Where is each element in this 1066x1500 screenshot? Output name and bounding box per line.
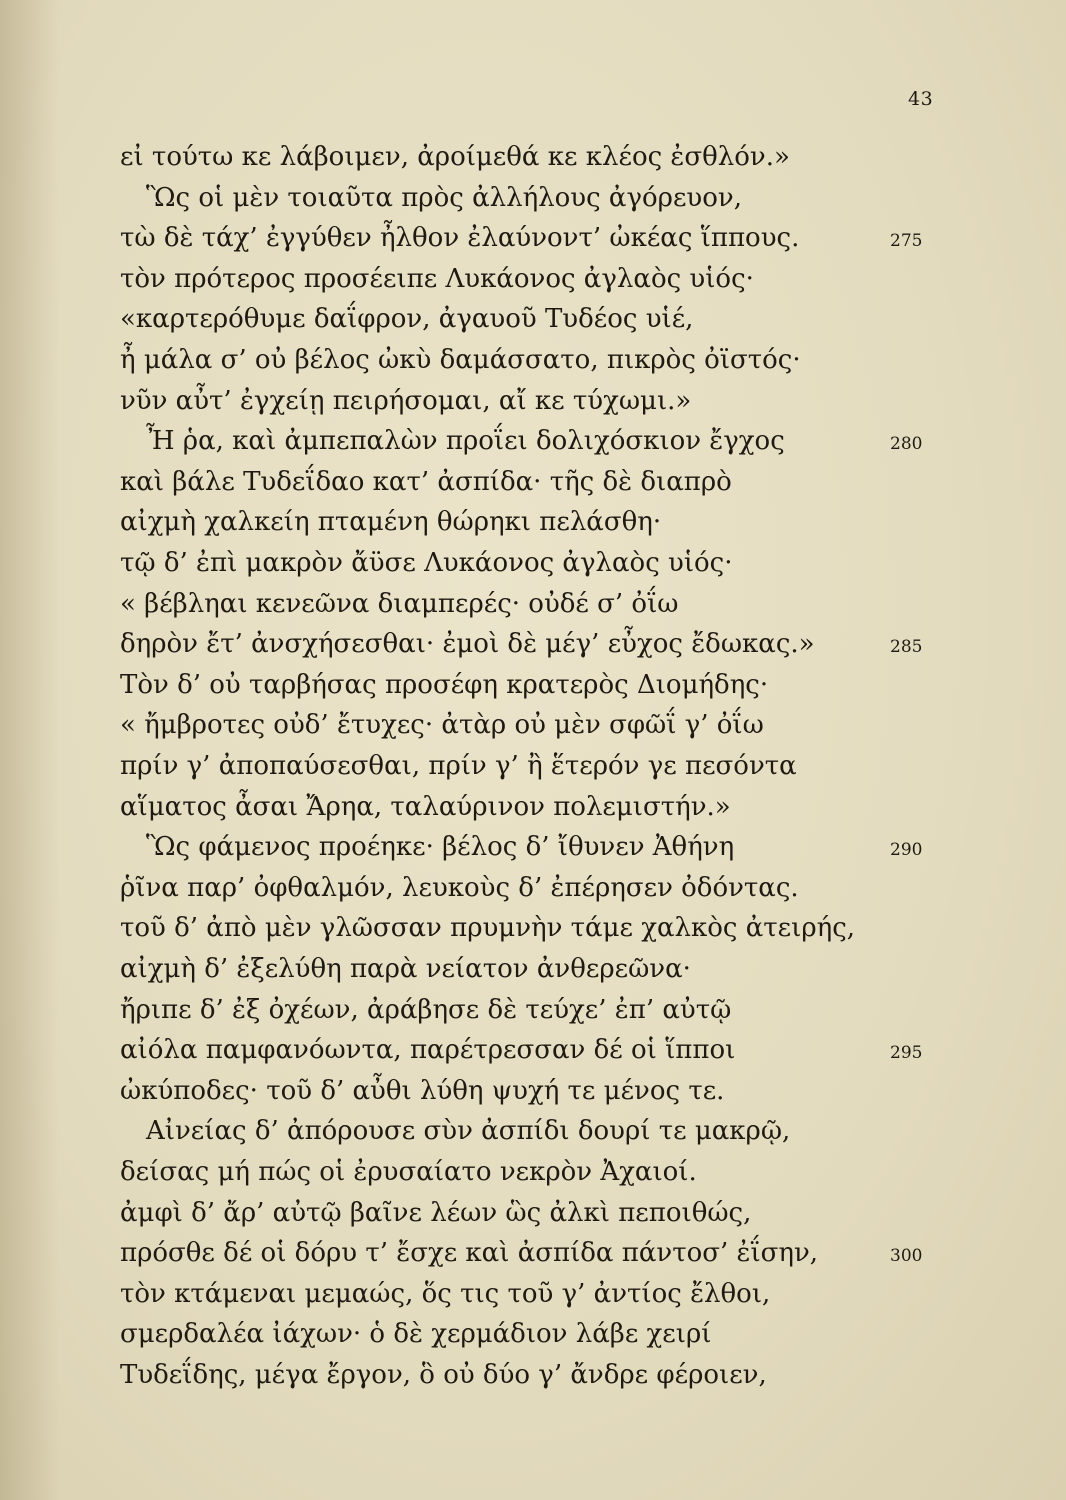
verse-line: πρίν γ’ ἀποπαύσεσθαι, πρίν γ’ ἢ ἕτερόν γε πεσόντα xyxy=(120,751,797,781)
line-number: 300 xyxy=(890,1246,923,1267)
verse-line: σμερδαλέα ἰάχων· ὁ δὲ χερμάδιον λάβε χειρί xyxy=(120,1319,712,1350)
verse-line: «καρτερόθυμε δαΐφρον, ἀγαυοῦ Τυδέος υἱέ, xyxy=(120,304,694,335)
verse-line: δείσας μή πώς οἱ ἐρυσαίατο νεκρὸν Ἀχαιοί. xyxy=(120,1157,697,1187)
line-number: 275 xyxy=(890,231,923,252)
verse-line: Ὣς φάμενος προέηκε· βέλος δ’ ἴθυνεν Ἀθήνη xyxy=(146,832,735,863)
page-number: 43 xyxy=(908,88,934,110)
verse-line: πρόσθε δέ οἱ δόρυ τ’ ἔσχε καὶ ἀσπίδα πάντοσ’ ἐΐσην, xyxy=(120,1238,819,1269)
verse-line: ἀμφὶ δ’ ἄρ’ αὐτῷ βαῖνε λέων ὣς ἀλκὶ πεποιθώς, xyxy=(120,1197,752,1228)
verse-line: « ἤμβροτες οὐδ’ ἔτυχες· ἀτὰρ οὐ μὲν σφῶΐ γ’ ὀΐω xyxy=(120,710,764,741)
verse-line: Αἰνείας δ’ ἀπόρουσε σὺν ἀσπίδι δουρί τε μακρῷ, xyxy=(146,1116,791,1147)
verse-line: δηρὸν ἔτ’ ἀνσχήσεσθαι· ἐμοὶ δὲ μέγ’ εὖχος ἔδωκας.» xyxy=(120,629,815,660)
verse-line: Τὸν δ’ οὐ ταρβήσας προσέφη κρατερὸς Διομήδης· xyxy=(120,669,769,700)
verse-line: ὠκύποδες· τοῦ δ’ αὖθι λύθη ψυχή τε μένος τε. xyxy=(120,1075,725,1106)
verse-line: Τυδεΐδης, μέγα ἔργον, ὃ οὐ δύο γ’ ἄνδρε φέροιεν, xyxy=(120,1360,767,1390)
verse-line: τὼ δὲ τάχ’ ἐγγύθεν ἦλθον ἐλαύνοντ’ ὠκέας ἵππους. xyxy=(120,223,800,254)
verse-line: εἰ τούτω κε λάβοιμεν, ἀροίμεθά κε κλέος ἐσθλόν.» xyxy=(120,142,790,172)
verse-line: νῦν αὖτ’ ἐγχείῃ πειρήσομαι, αἴ κε τύχωμι.» xyxy=(120,385,692,416)
verse-line: καὶ βάλε Τυδεΐδαο κατ’ ἀσπίδα· τῆς δὲ διαπρὸ xyxy=(120,466,732,497)
verse-line: αἵματος ἆσαι Ἄρηα, ταλαύρινον πολεμιστήν.» xyxy=(120,791,731,822)
line-number: 295 xyxy=(890,1043,923,1064)
verse-line: « βέβληαι κενεῶνα διαμπερές· οὐδέ σ’ ὀΐω xyxy=(120,588,679,619)
verse-line: αἰχμὴ δ’ ἐξελύθη παρὰ νείατον ἀνθερεῶνα· xyxy=(120,954,691,984)
verse-line: αἰχμὴ χαλκείη πταμένη θώρηκι πελάσθη· xyxy=(120,507,662,538)
verse-line: ἦ μάλα σ’ οὐ βέλος ὠκὺ δαμάσσατο, πικρὸς ὀϊστός· xyxy=(120,345,801,375)
line-number: 290 xyxy=(890,840,923,861)
line-number: 280 xyxy=(890,434,923,455)
verse-line: ῥῖνα παρ’ ὀφθαλμόν, λευκοὺς δ’ ἐπέρησεν ὀδόντας. xyxy=(120,872,799,903)
verse-line: τὸν πρότερος προσέειπε Λυκάονος ἀγλαὸς υἱός· xyxy=(120,263,754,294)
verse-line: ἤριπε δ’ ἐξ ὀχέων, ἀράβησε δὲ τεύχε’ ἐπ’ αὐτῷ xyxy=(120,994,732,1025)
line-number: 285 xyxy=(890,637,923,658)
verse-line: Ὣς οἱ μὲν τοιαῦτα πρὸς ἀλλήλους ἀγόρευον, xyxy=(146,182,742,213)
verse-line: τῷ δ’ ἐπὶ μακρὸν ἄϋσε Λυκάονος ἀγλαὸς υἱός· xyxy=(120,548,733,578)
verse-line: τὸν κτάμεναι μεμαώς, ὅς τις τοῦ γ’ ἀντίος ἔλθοι, xyxy=(120,1278,771,1309)
verse-line: Ἦ ῥα, καὶ ἀμπεπαλὼν προΐει δολιχόσκιον ἔγχος xyxy=(146,426,785,457)
verse-line: τοῦ δ’ ἀπὸ μὲν γλῶσσαν πρυμνὴν τάμε χαλκὸς ἀτειρής, xyxy=(120,913,856,944)
verse-line: αἰόλα παμφανόωντα, παρέτρεσσαν δέ οἱ ἵπποι xyxy=(120,1035,736,1066)
